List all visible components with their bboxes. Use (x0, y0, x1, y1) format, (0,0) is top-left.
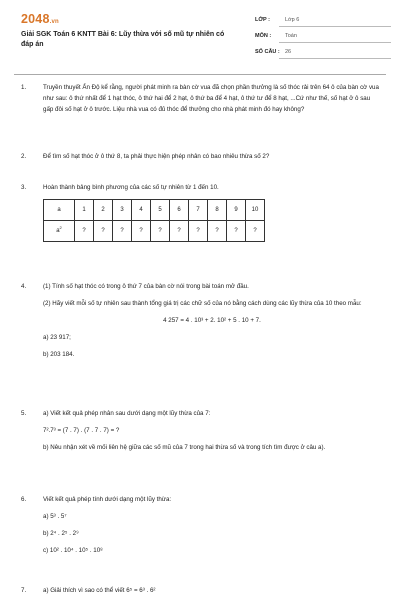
example-expression: 4 257 = 4 . 10³ + 2. 10² + 5 . 10 + 7. (163, 317, 261, 324)
logo-suffix: .vn (49, 19, 59, 25)
question-number: 5. (21, 410, 27, 417)
question-number: 2. (21, 153, 27, 160)
table-cell: 5 (151, 200, 170, 221)
question-text: Hoàn thành bảng bình phương của các số tự nhiên từ 1 đến 10. (43, 184, 219, 191)
meta-subject-value: Toán (285, 33, 297, 39)
question-text: Để tìm số hạt thóc ở ô thứ 8, ta phải thực hiện phép nhân có bao nhiêu thừa số 2? (43, 153, 270, 160)
table-cell: ? (75, 221, 94, 242)
table-cell: 3 (113, 200, 132, 221)
table-cell: 7 (189, 200, 208, 221)
table-cell: ? (151, 221, 170, 242)
square-label: a (56, 227, 60, 234)
question-text: Truyền thuyết Ấn Độ kể rằng, người phát minh ra bàn cờ vua đã chọn phần thưởng là số thóc rải trên 64 ô của bàn cờ vua như sau: ô thứ nhất để 1 hạt thóc, ô thứ hai để 2 hạt, ô thứ ba để 4 hạt, ô thứ tư để 8 hạt, ...Cứ như thế, số hạt ở ô sau gấp đôi số hạt ở ô trước. Liệu nhà vua có đủ thóc để thưởng cho nhà phát minh đó hay không? (43, 84, 379, 113)
question-number: 3. (21, 184, 27, 191)
table-cell: ? (227, 221, 246, 242)
table-cell: 4 (132, 200, 151, 221)
meta-count-value: 26 (285, 49, 292, 55)
table-cell: 1 (75, 200, 94, 221)
sub-item-a: a) 5³ . 5⁷ (43, 513, 67, 520)
table-cell: 8 (208, 200, 227, 221)
squares-table (43, 199, 265, 242)
table-cell: a (44, 200, 75, 221)
table-cell: ? (208, 221, 227, 242)
table-cell: ? (189, 221, 208, 242)
sub-item-b: b) 203 184. (43, 351, 75, 358)
expression: 7².7³ = (7 . 7) . (7 . 7 . 7) = ? (43, 427, 120, 434)
square-exponent: 2 (59, 224, 62, 230)
table-cell: ? (113, 221, 132, 242)
sub-item-a: a) Viết kết quả phép nhân sau dưới dạng một lũy thừa của 7: (43, 410, 211, 417)
table-row (44, 221, 265, 242)
sub-item-c: c) 10² . 10⁴ . 10⁵ . 10⁸ (43, 547, 103, 554)
question-text: Viết kết quả phép tính dưới dạng một lũy thừa: (43, 496, 172, 503)
meta-subject-label: MÔN : (255, 33, 272, 39)
table-cell: ? (132, 221, 151, 242)
sub-item-a: a) 23 917; (43, 334, 71, 341)
question-number: 1. (21, 84, 27, 91)
table-row (44, 200, 265, 221)
document-title: Giải SGK Toán 6 KNTT Bài 6: Lũy thừa với số mũ tự nhiên có đáp án (21, 31, 225, 48)
table-cell: 2 (94, 200, 113, 221)
table-cell: 10 (246, 200, 265, 221)
table-cell: ? (246, 221, 265, 242)
table-cell: 9 (227, 200, 246, 221)
table-cell: ? (94, 221, 113, 242)
meta-class-value: Lớp 6 (285, 17, 300, 23)
sub-item-a: a) Giải thích vì sao có thể viết 6⁵ = 6³ . 6² (43, 587, 156, 594)
question-number: 4. (21, 283, 27, 290)
sub-item-b: b) Nêu nhận xét về mối liên hệ giữa các số mũ của 7 trong hai thừa số và trong tích tìm được ở câu a). (43, 444, 326, 451)
table-cell: 6 (170, 200, 189, 221)
meta-count-label: SỐ CÂU : (255, 49, 280, 55)
question-part-1: (1) Tính số hạt thóc có trong ô thứ 7 của bàn cờ nói trong bài toán mở đầu. (43, 283, 249, 290)
sub-item-b: b) 2⁴ . 2⁵ . 2⁹ (43, 530, 79, 537)
table-cell: ? (170, 221, 189, 242)
question-number: 7. (21, 587, 27, 594)
question-number: 6. (21, 496, 27, 503)
table-cell (44, 221, 75, 242)
meta-class-label: LỚP : (255, 17, 270, 23)
logo-text: 2048 (21, 12, 50, 26)
question-part-2: (2) Hãy viết mỗi số tự nhiên sau thành tổng giá trị các chữ số của nó bằng cách dùng các lũy thừa của 10 theo mẫu: (43, 300, 362, 307)
